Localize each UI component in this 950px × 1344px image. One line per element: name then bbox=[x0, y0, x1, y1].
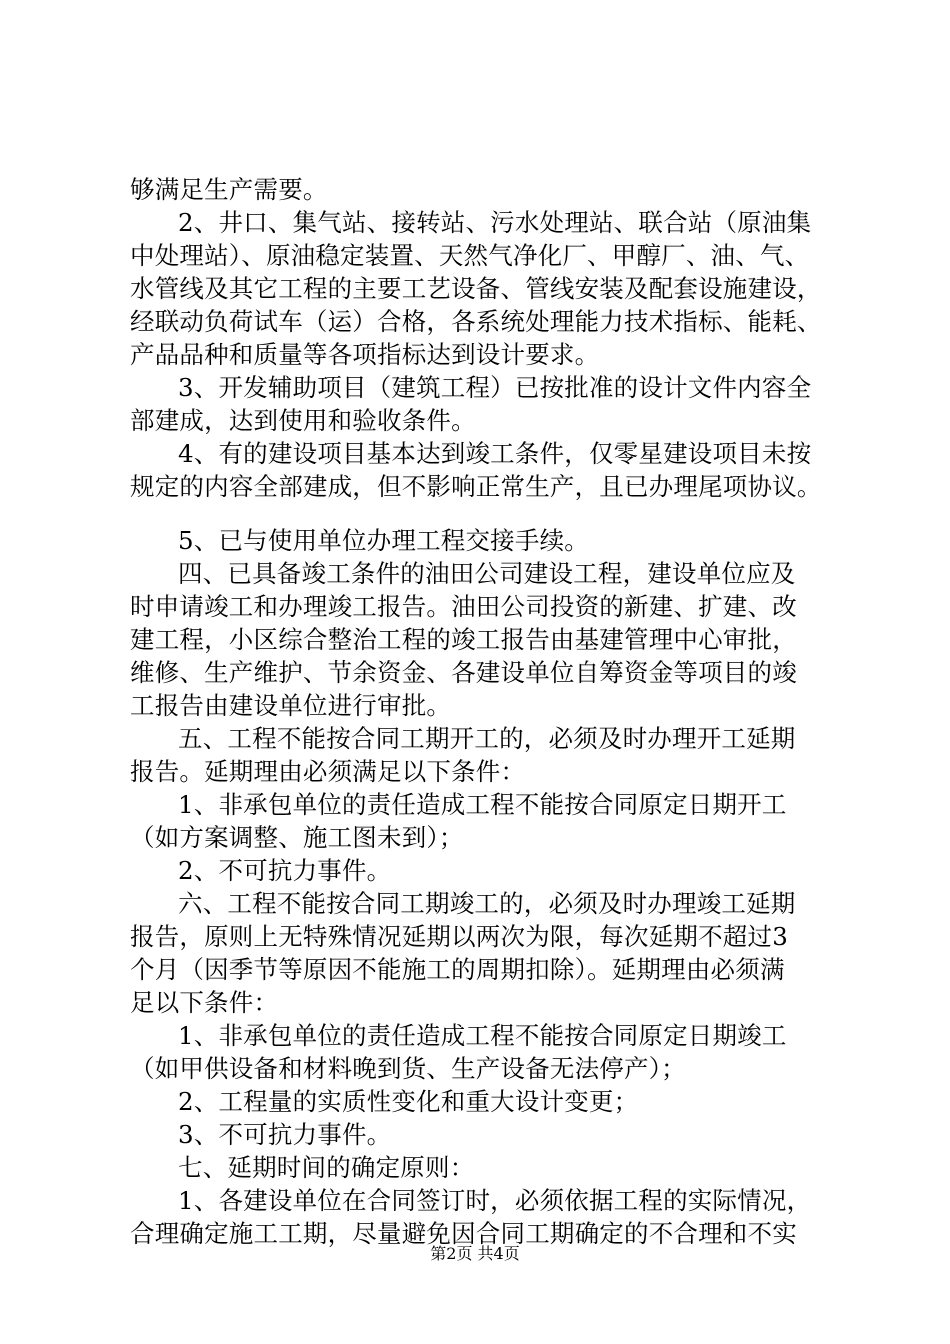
text-line: 建工程，小区综合整治工程的竣工报告由基建管理中心审批， bbox=[130, 625, 797, 654]
text-line: 七、延期时间的确定原则： bbox=[178, 1153, 475, 1182]
text-line: 够满足生产需要。 bbox=[130, 175, 328, 204]
text-line: 工报告由建设单位进行审批。 bbox=[130, 691, 452, 720]
text-line: 经联动负荷试车（运）合格，各系统处理能力技术指标、能耗、 bbox=[130, 307, 822, 336]
text-line: 足以下条件： bbox=[130, 988, 279, 1017]
text-line: 部建成，达到使用和验收条件。 bbox=[130, 406, 476, 435]
text-line: 1、各建设单位在合同签订时，必须依据工程的实际情况， bbox=[178, 1186, 812, 1215]
text-line: 个月（因季节等原因不能施工的周期扣除）。延期理由必须满 bbox=[130, 955, 785, 984]
page-number-footer: 第2页 共4页 bbox=[430, 1244, 520, 1263]
text-line: 六、工程不能按合同工期竣工的，必须及时办理竣工延期 bbox=[178, 889, 796, 918]
text-line: 3、开发辅助项目（建筑工程）已按批准的设计文件内容全 bbox=[178, 373, 812, 402]
text-line: 1、非承包单位的责任造成工程不能按合同原定日期竣工 bbox=[178, 1021, 787, 1050]
text-line: 报告，原则上无特殊情况延期以两次为限，每次延期不超过3 bbox=[130, 922, 788, 951]
text-line: 2、井口、集气站、接转站、污水处理站、联合站（原油集 bbox=[178, 208, 812, 237]
text-line: 5、已与使用单位办理工程交接手续。 bbox=[178, 526, 589, 555]
text-line: 产品品种和质量等各项指标达到设计要求。 bbox=[130, 340, 600, 369]
text-line: （如方案调整、施工图未到）； bbox=[130, 823, 464, 852]
text-line: 水管线及其它工程的主要工艺设备、管线安装及配套设施建设， bbox=[130, 274, 822, 303]
text-line: 四、已具备竣工条件的油田公司建设工程，建设单位应及 bbox=[178, 559, 796, 588]
text-line: 合理确定施工工期，尽量避免因合同工期确定的不合理和不实 bbox=[130, 1219, 797, 1248]
text-line: 2、工程量的实质性变化和重大设计变更； bbox=[178, 1087, 639, 1116]
text-line: 维修、生产维护、节余资金、各建设单位自筹资金等项目的竣 bbox=[130, 658, 797, 687]
text-line: 4、有的建设项目基本达到竣工条件，仅零星建设项目未按 bbox=[178, 439, 812, 468]
text-line: 3、不可抗力事件。 bbox=[178, 1120, 392, 1149]
text-line: 规定的内容全部建成，但不影响正常生产，且已办理尾项协议。 bbox=[130, 472, 822, 501]
text-line: 五、工程不能按合同工期开工的，必须及时办理开工延期 bbox=[178, 724, 796, 753]
text-line: 中处理站）、原油稳定装置、天然气净化厂、甲醇厂、油、气、 bbox=[130, 241, 810, 270]
text-line: 2、不可抗力事件。 bbox=[178, 856, 392, 885]
text-line: 1、非承包单位的责任造成工程不能按合同原定日期开工 bbox=[178, 790, 787, 819]
text-line: 时申请竣工和办理竣工报告。油田公司投资的新建、扩建、改 bbox=[130, 592, 797, 621]
text-line: （如甲供设备和材料晚到货、生产设备无法停产）； bbox=[130, 1054, 686, 1083]
text-line: 报告。延期理由必须满足以下条件： bbox=[130, 757, 526, 786]
